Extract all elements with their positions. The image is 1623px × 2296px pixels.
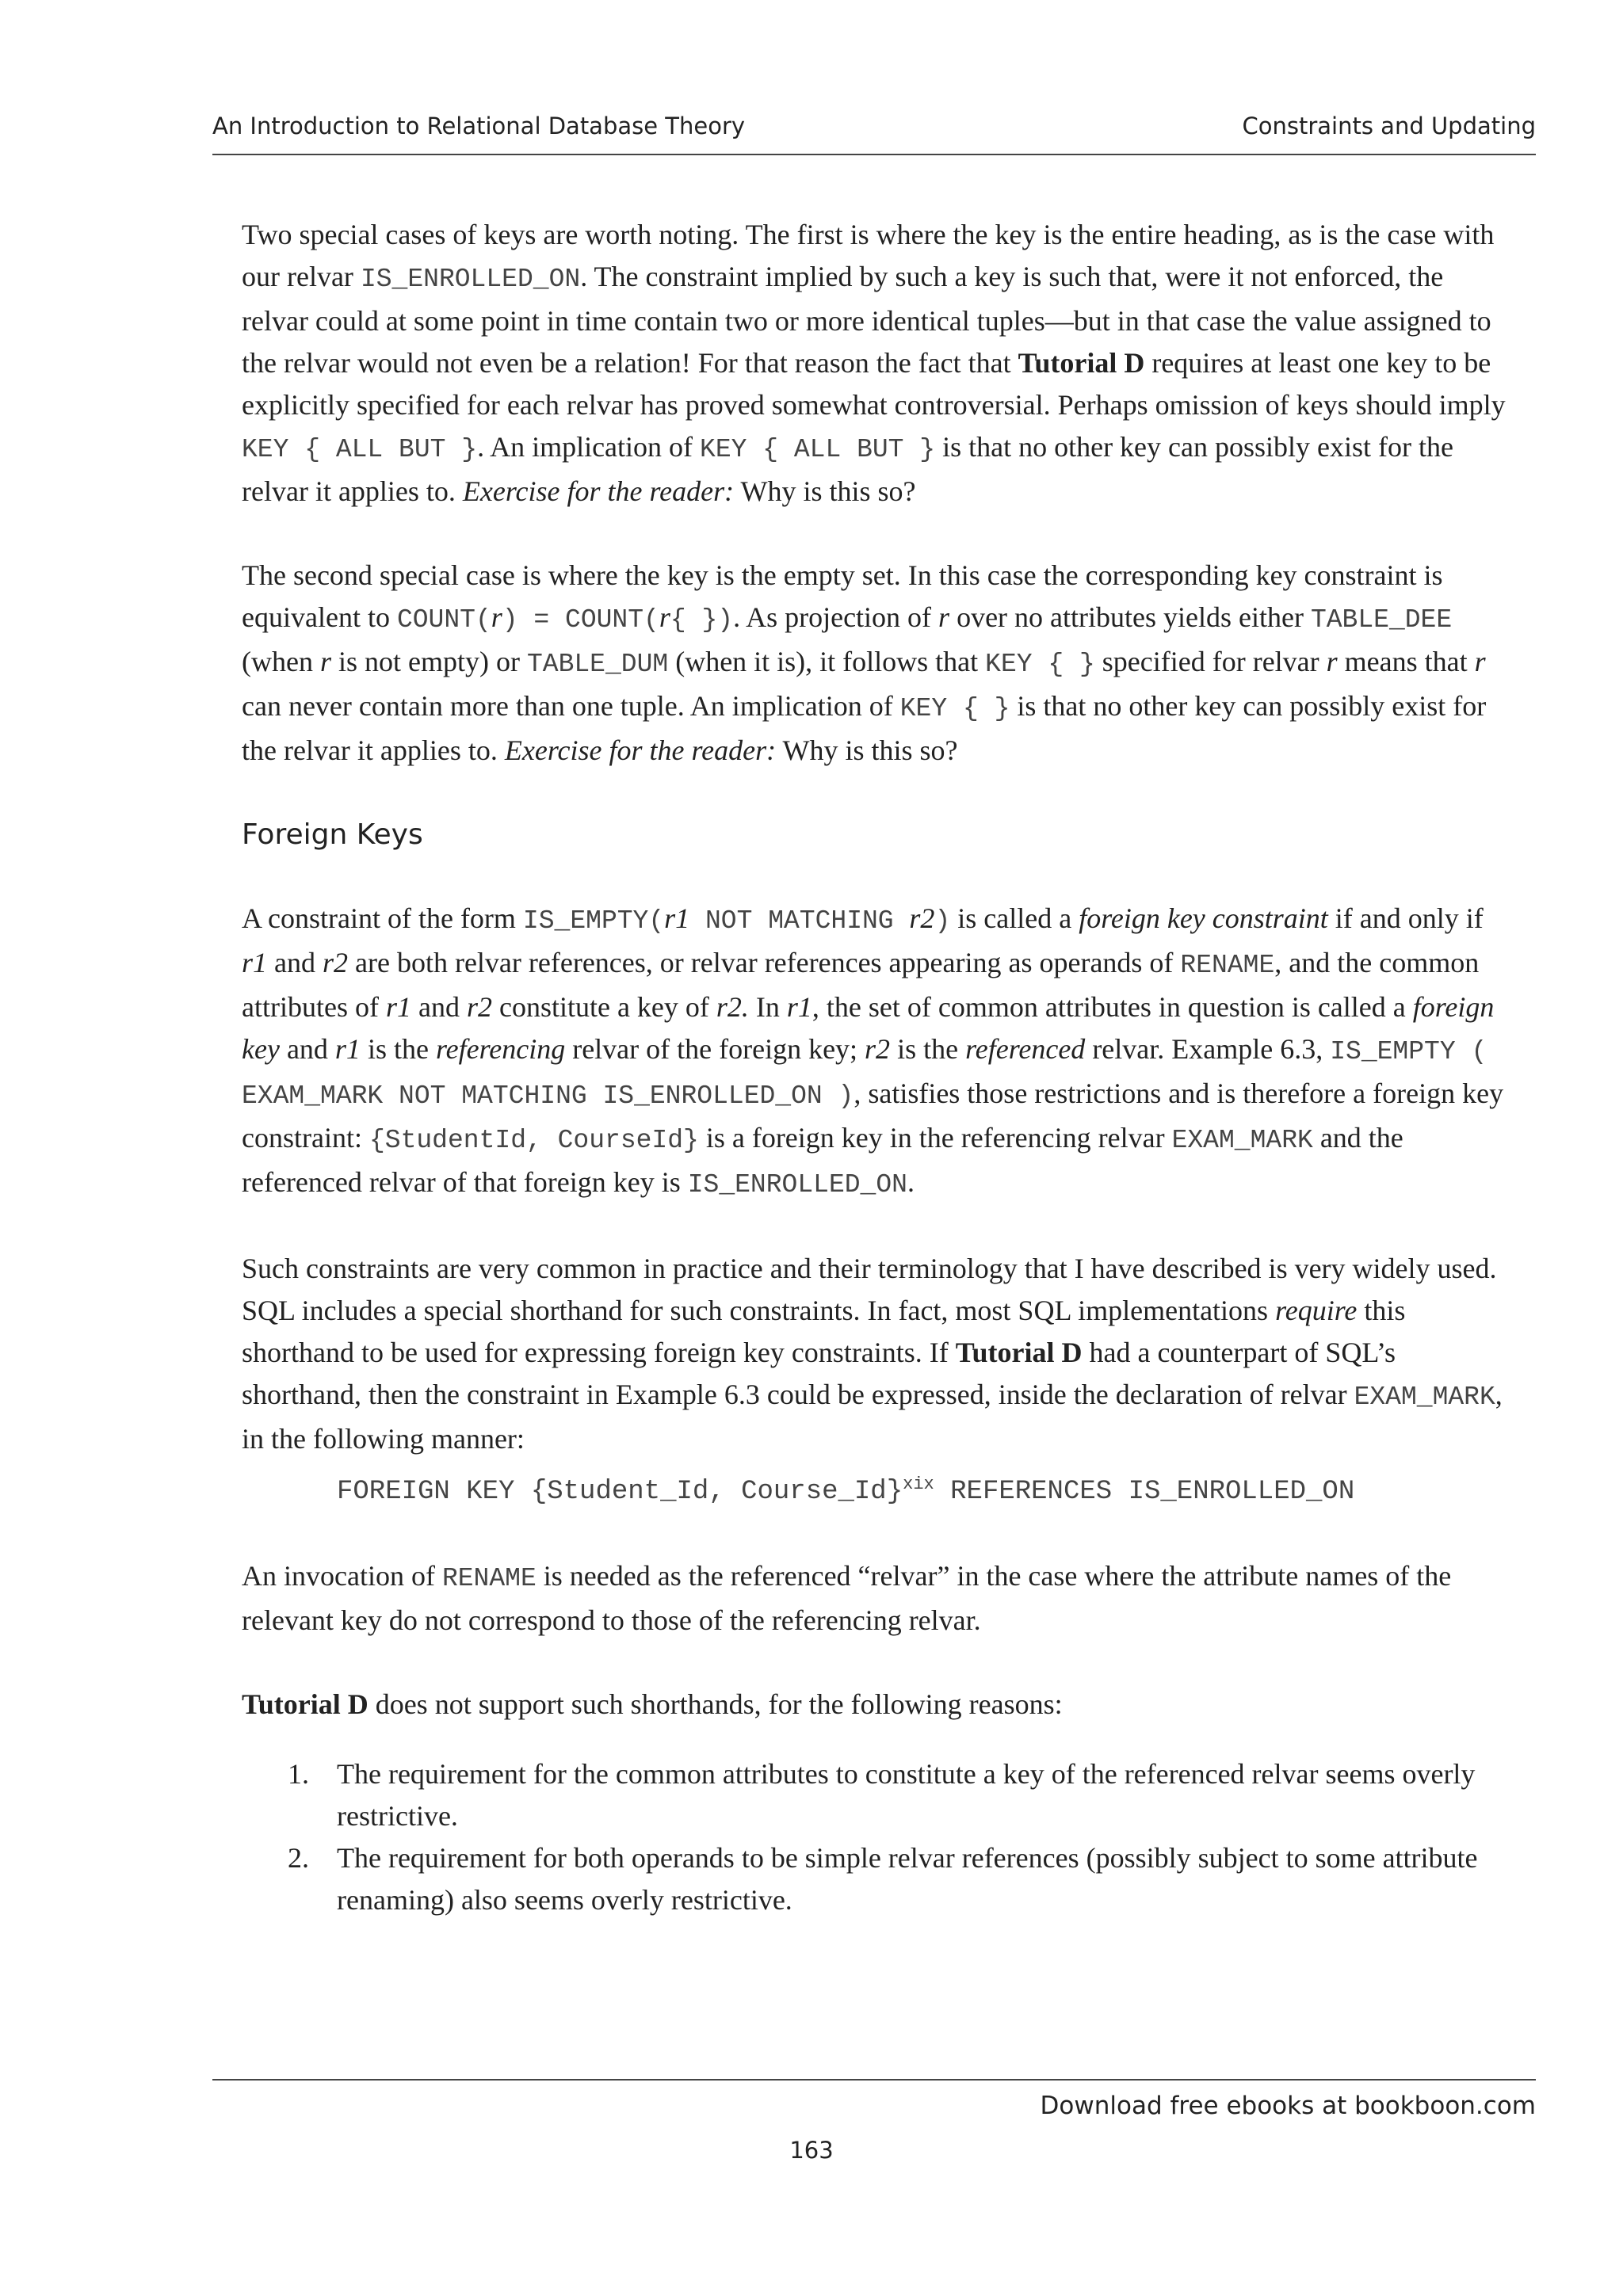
italic-text: foreign key [242, 991, 1495, 1065]
code-text: RENAME [441, 1564, 537, 1593]
text: constitute a key of [491, 991, 716, 1023]
text: are both relvar references, or relvar references appearing as operands of [348, 947, 1181, 978]
chapter-title: Constraints and Updating [1242, 113, 1536, 139]
bold-text: Tutorial D [955, 1337, 1083, 1368]
text: requires at least one key to be explicitly specified for each relvar has proved somewhat controversial. Perhaps omission of keys should imply [242, 347, 1506, 421]
code-text: ) [934, 906, 951, 936]
list-item [242, 1753, 1510, 1837]
list-item-text: The requirement for the common attributes to constitute a key of the referenced relvar seems overly restrictive. [337, 1758, 1476, 1832]
text: (when it is), it follows that [668, 646, 986, 677]
text: is needed as the referenced “relvar” in the case where the attribute names of the relevant key do not correspond to those of the referencing relvar. [242, 1560, 1452, 1636]
code-text: KEY { } [899, 694, 1010, 723]
text: An invocation of [242, 1560, 442, 1592]
code-text: EXAM_MARK [1354, 1383, 1495, 1412]
italic-text: Exercise for the reader: [504, 734, 777, 766]
code-text: IS_ENROLLED_ON [360, 265, 581, 294]
list-number: 2. [288, 1842, 309, 1874]
text: and the referenced relvar of that foreign key is [242, 1122, 1403, 1198]
text: A constraint of the form [242, 902, 523, 934]
page-body [242, 214, 1510, 1921]
text: In [748, 991, 787, 1023]
code-text: KEY { } [985, 650, 1095, 679]
paragraph-foreign-key-definition [242, 898, 1510, 1206]
text: is a foreign key in the referencing relvar [698, 1122, 1172, 1154]
text: is that no other key can possibly exist for the relvar it applies to. [242, 690, 1487, 766]
text: had a counterpart of SQL’s shorthand, then the constraint in Example 6.3 could be expressed, inside the declaration of relvar [242, 1337, 1396, 1410]
page-number: 163 [789, 2137, 834, 2164]
bold-text: Tutorial D [242, 1688, 369, 1720]
text: can never contain more than one tuple. An implication of [242, 690, 900, 722]
italic-text: r [659, 601, 670, 633]
code-text: TABLE_DEE [1310, 605, 1453, 635]
paragraph-sql-shorthand [242, 1248, 1510, 1460]
text: relvar. Example 6.3, [1085, 1033, 1331, 1065]
text: is not empty) or [330, 646, 527, 677]
text: and [267, 947, 323, 978]
text: over no attributes yields either [949, 601, 1311, 633]
italic-text: r [938, 601, 950, 633]
text: means that [1337, 646, 1475, 677]
text: is called a [950, 902, 1079, 934]
italic-text: referencing [435, 1033, 566, 1065]
download-link[interactable]: Download free ebooks at bookboon.com [1040, 2092, 1536, 2120]
code-text: TABLE_DUM [526, 650, 669, 679]
code-text: IS_EMPTY( [522, 906, 665, 936]
running-header [212, 109, 1536, 155]
italic-text: r [319, 646, 331, 677]
code-text: IS_ENROLLED_ON [687, 1170, 907, 1199]
text: . The constraint implied by such a key is such that, were it not enforced, the relvar could at some point in time contain two or more identical tuples—but in that case the value assigned to the relvar would not even be a relation! For that reason the fact that [242, 261, 1491, 379]
italic-text: r2 [323, 947, 349, 978]
code-text: REFERENCES IS_ENROLLED_ON [934, 1477, 1355, 1507]
text: Two special cases of keys are worth noting. The first is where the key is the entire heading, as is the case with our relvar [242, 219, 1495, 292]
italic-text: r1 [786, 991, 812, 1023]
text: . [907, 1166, 915, 1198]
italic-text: r [491, 601, 502, 633]
footer-divider [212, 2079, 1536, 2081]
text: , satisfies those restrictions and is therefore a foreign key constraint: [242, 1077, 1504, 1154]
italic-text: r1 [664, 902, 690, 934]
list-number: 1. [288, 1758, 309, 1790]
italic-text: foreign key constraint [1079, 902, 1328, 934]
code-text: IS_EMPTY ( EXAM_MARK NOT MATCHING IS_ENROLLED_ON ) [242, 1037, 1487, 1111]
text: The second special case is where the key is the empty set. In this case the corresponding key constraint is equivalent to [242, 559, 1443, 633]
bold-text: Tutorial D [1018, 347, 1145, 379]
list-item-text: The requirement for both operands to be simple relvar references (possibly subject to some attribute renaming) also seems overly restrictive. [337, 1842, 1478, 1916]
italic-text: r2. [716, 991, 749, 1023]
italic-text: r1 [242, 947, 268, 978]
italic-text: r [1326, 646, 1338, 677]
code-text: COUNT( [396, 605, 491, 635]
list-item [242, 1837, 1510, 1921]
code-text: ) = COUNT( [502, 605, 659, 635]
text: (when [242, 646, 320, 677]
text: is the [890, 1033, 966, 1065]
italic-text: require [1275, 1295, 1358, 1326]
italic-text: r2 [909, 902, 935, 934]
text: . As projection of [733, 601, 939, 633]
footnote-marker: xix [903, 1474, 934, 1494]
paragraph-special-keys [242, 214, 1510, 513]
italic-text: referenced [965, 1033, 1086, 1065]
section-heading: Foreign Keys [242, 818, 423, 851]
code-text: NOT MATCHING [689, 906, 910, 936]
italic-text: Exercise for the reader: [462, 475, 735, 507]
paragraph-tutorial-d-reasons [242, 1684, 1510, 1726]
paragraph-empty-key [242, 555, 1510, 772]
italic-text: r2 [865, 1033, 891, 1065]
reasons-list [242, 1753, 1510, 1921]
text: specified for relvar [1094, 646, 1327, 677]
text: , the set of common attributes in question is called a [812, 991, 1413, 1023]
text: if and only if [1327, 902, 1484, 934]
text: is the [360, 1033, 436, 1065]
code-text: KEY { ALL BUT } [242, 435, 478, 464]
text: Such constraints are very common in practice and their terminology that I have described is very widely used. SQL includes a special shorthand for such constraints. In fact, most SQL implementations [242, 1253, 1497, 1326]
code-text: EXAM_MARK [1171, 1126, 1313, 1155]
text: , and the common attributes of [242, 947, 1480, 1023]
text: this shorthand to be used for expressing foreign key constraints. If [242, 1295, 1406, 1368]
text: . An implication of [477, 431, 701, 463]
code-text: FOREIGN KEY {Student_Id, Course_Id} [337, 1477, 903, 1507]
text: is that no other key can possibly exist for the relvar it applies to. [242, 431, 1453, 507]
italic-text: r1 [334, 1033, 361, 1065]
text: and [279, 1033, 335, 1065]
text: and [411, 991, 467, 1023]
italic-text: r [1474, 646, 1486, 677]
code-text: { }) [670, 605, 734, 635]
italic-text: r2 [466, 991, 492, 1023]
text: Why is this so? [734, 475, 916, 507]
text: relvar of the foreign key; [565, 1033, 865, 1065]
book-title: An Introduction to Relational Database Theory [212, 113, 746, 139]
italic-text: r1 [385, 991, 411, 1023]
text: Why is this so? [776, 734, 958, 766]
text: does not support such shorthands, for the following reasons: [368, 1688, 1063, 1720]
code-text: {StudentId, CourseId} [369, 1126, 699, 1155]
text: , in the following manner: [242, 1379, 1503, 1455]
paragraph-rename [242, 1555, 1510, 1642]
code-text: KEY { ALL BUT } [700, 435, 936, 464]
foreign-key-code-example [337, 1471, 1510, 1513]
code-text: RENAME [1180, 951, 1275, 980]
